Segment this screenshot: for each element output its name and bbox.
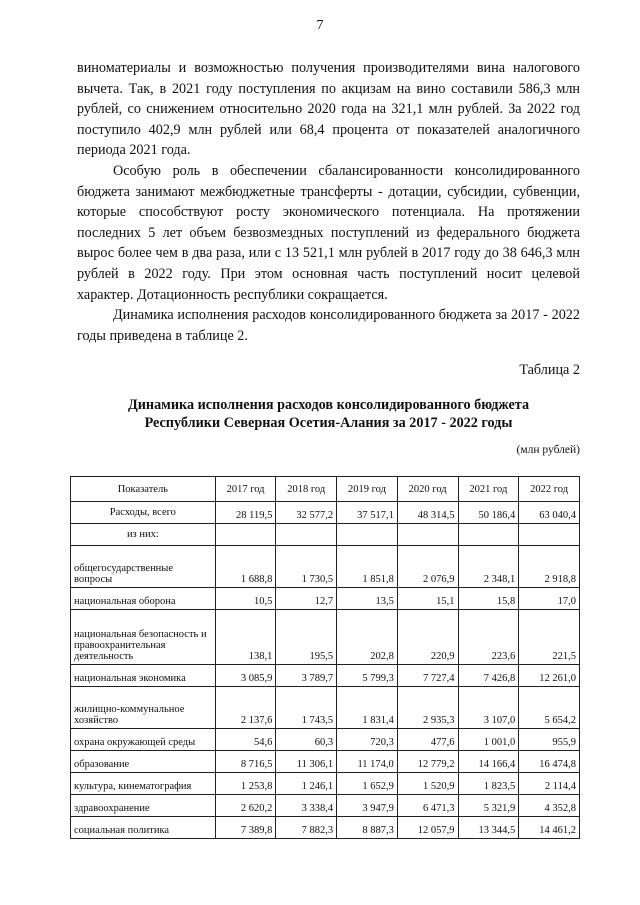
cell-value: 8 716,5	[215, 751, 276, 773]
cell-value: 1 001,0	[458, 729, 519, 751]
cell-value: 1 743,5	[276, 687, 337, 729]
cell-value: 7 882,3	[276, 817, 337, 839]
table-row	[71, 729, 580, 751]
units-label: (млн рублей)	[516, 444, 580, 456]
column-header: 2020 год	[397, 477, 458, 502]
table-title-line: Республики Северная Осетия-Алания за 2017 - 2022 годы	[144, 415, 513, 431]
column-header: 2017 год	[215, 477, 276, 502]
cell-value: 720,3	[337, 729, 398, 751]
cell-value: 60,3	[276, 729, 337, 751]
cell-value: 13,5	[337, 588, 398, 610]
row-label: из них:	[71, 524, 216, 546]
cell-value: 12 261,0	[519, 665, 580, 687]
cell-value: 202,8	[337, 610, 398, 665]
cell-value: 3 085,9	[215, 665, 276, 687]
page-number: 7	[316, 18, 324, 33]
cell-value: 7 389,8	[215, 817, 276, 839]
table-label: Таблица 2	[519, 362, 580, 378]
table-title	[77, 396, 580, 432]
cell-value: 138,1	[215, 610, 276, 665]
cell-value: 12 779,2	[397, 751, 458, 773]
cell-value: 8 887,3	[337, 817, 398, 839]
cell-value: 4 352,8	[519, 795, 580, 817]
cell-value: 5 799,3	[337, 665, 398, 687]
row-label: национальная оборона	[71, 588, 216, 610]
cell-value: 14 461,2	[519, 817, 580, 839]
cell-value: 11 174,0	[337, 751, 398, 773]
cell-value: 11 306,1	[276, 751, 337, 773]
cell-value: 3 789,7	[276, 665, 337, 687]
cell-value: 223,6	[458, 610, 519, 665]
cell-value: 1 730,5	[276, 546, 337, 588]
cell-value: 15,1	[397, 588, 458, 610]
cell-value: 14 166,4	[458, 751, 519, 773]
cell-value: 17,0	[519, 588, 580, 610]
paragraph: виноматериалы и возможностью получения производителями вина налогового вычета. Так, в 2021 году поступления по акцизам на вино составили 586,3 млн рублей, со снижением относительно 2020 года на 321,1 млн рублей. За 2022 год поступило 402,9 млн рублей или 68,4 процента от показателей аналогичного периода 2021 года.	[77, 60, 580, 159]
paragraph: Особую роль в обеспечении сбалансированности консолидированного бюджета занимают межбюджетные трансферты - дотации, субсидии, субвенции, которые способствуют росту экономического потенциала. На протяжении последних 5 лет объем безвозмездных поступлений из федерального бюджета вырос более чем в два раза, или с 13 521,1 млн рублей в 2017 году до 38 646,3 млн рублей в 2022 году. При этом основная часть поступлений носит целевой характер. Дотационность республики сокращается.	[77, 162, 580, 303]
cell-value: 2 076,9	[397, 546, 458, 588]
table-row	[71, 751, 580, 773]
cell-value: 220,9	[397, 610, 458, 665]
table-row	[71, 687, 580, 729]
cell-value: 2 137,6	[215, 687, 276, 729]
table-title-line: Динамика исполнения расходов консолидированного бюджета	[127, 397, 530, 413]
cell-value: 2 918,8	[519, 546, 580, 588]
cell-value: 7 727,4	[397, 665, 458, 687]
cell-value: 955,9	[519, 729, 580, 751]
row-label: образование	[71, 751, 216, 773]
table-row-total	[71, 502, 580, 524]
table-row	[71, 817, 580, 839]
cell-value: 5 321,9	[458, 795, 519, 817]
expenditure-table	[70, 476, 580, 839]
cell-value: 50 186,4	[458, 502, 519, 524]
body-text	[77, 58, 580, 346]
table-row-subheader	[71, 524, 580, 546]
cell-value: 221,5	[519, 610, 580, 665]
row-label: общегосударственные вопросы	[71, 546, 216, 588]
row-label: охрана окружающей среды	[71, 729, 216, 751]
cell-value: 2 935,3	[397, 687, 458, 729]
cell-value: 3 947,9	[337, 795, 398, 817]
table-row	[71, 665, 580, 687]
cell-value: 2 348,1	[458, 546, 519, 588]
table-row	[71, 795, 580, 817]
table-row	[71, 773, 580, 795]
column-header: 2021 год	[458, 477, 519, 502]
cell-value: 195,5	[276, 610, 337, 665]
column-header: 2019 год	[337, 477, 398, 502]
cell-value: 28 119,5	[215, 502, 276, 524]
row-label: национальная безопасность и правоохранительная деятельность	[71, 610, 216, 665]
row-label: здравоохранение	[71, 795, 216, 817]
cell-value: 1 246,1	[276, 773, 337, 795]
table-header-row	[71, 477, 580, 502]
cell-value: 1 851,8	[337, 546, 398, 588]
cell-value: 1 831,4	[337, 687, 398, 729]
row-label: социальная политика	[71, 817, 216, 839]
table-row	[71, 546, 580, 588]
column-header: 2022 год	[519, 477, 580, 502]
cell-value: 1 520,9	[397, 773, 458, 795]
cell-value: 6 471,3	[397, 795, 458, 817]
cell-value: 1 823,5	[458, 773, 519, 795]
cell-value: 3 107,0	[458, 687, 519, 729]
cell-value: 3 338,4	[276, 795, 337, 817]
cell-value: 63 040,4	[519, 502, 580, 524]
cell-value: 54,6	[215, 729, 276, 751]
cell-value: 12,7	[276, 588, 337, 610]
row-label: национальная экономика	[71, 665, 216, 687]
row-label: Расходы, всего	[71, 502, 216, 524]
table-row	[71, 588, 580, 610]
row-label: жилищно-коммунальное хозяйство	[71, 687, 216, 729]
cell-value: 10,5	[215, 588, 276, 610]
cell-value: 32 577,2	[276, 502, 337, 524]
cell-value: 2 620,2	[215, 795, 276, 817]
column-header: 2018 год	[276, 477, 337, 502]
cell-value: 2 114,4	[519, 773, 580, 795]
cell-value: 15,8	[458, 588, 519, 610]
cell-value: 1 652,9	[337, 773, 398, 795]
paragraph: Динамика исполнения расходов консолидированного бюджета за 2017 - 2022 годы приведена в таблице 2.	[77, 307, 580, 344]
column-header: Показатель	[71, 477, 216, 502]
table-row	[71, 610, 580, 665]
cell-value: 12 057,9	[397, 817, 458, 839]
cell-value: 5 654,2	[519, 687, 580, 729]
cell-value: 48 314,5	[397, 502, 458, 524]
cell-value: 37 517,1	[337, 502, 398, 524]
cell-value: 477,6	[397, 729, 458, 751]
cell-value: 1 253,8	[215, 773, 276, 795]
cell-value: 16 474,8	[519, 751, 580, 773]
row-label: культура, кинематография	[71, 773, 216, 795]
cell-value: 1 688,8	[215, 546, 276, 588]
cell-value: 7 426,8	[458, 665, 519, 687]
cell-value: 13 344,5	[458, 817, 519, 839]
